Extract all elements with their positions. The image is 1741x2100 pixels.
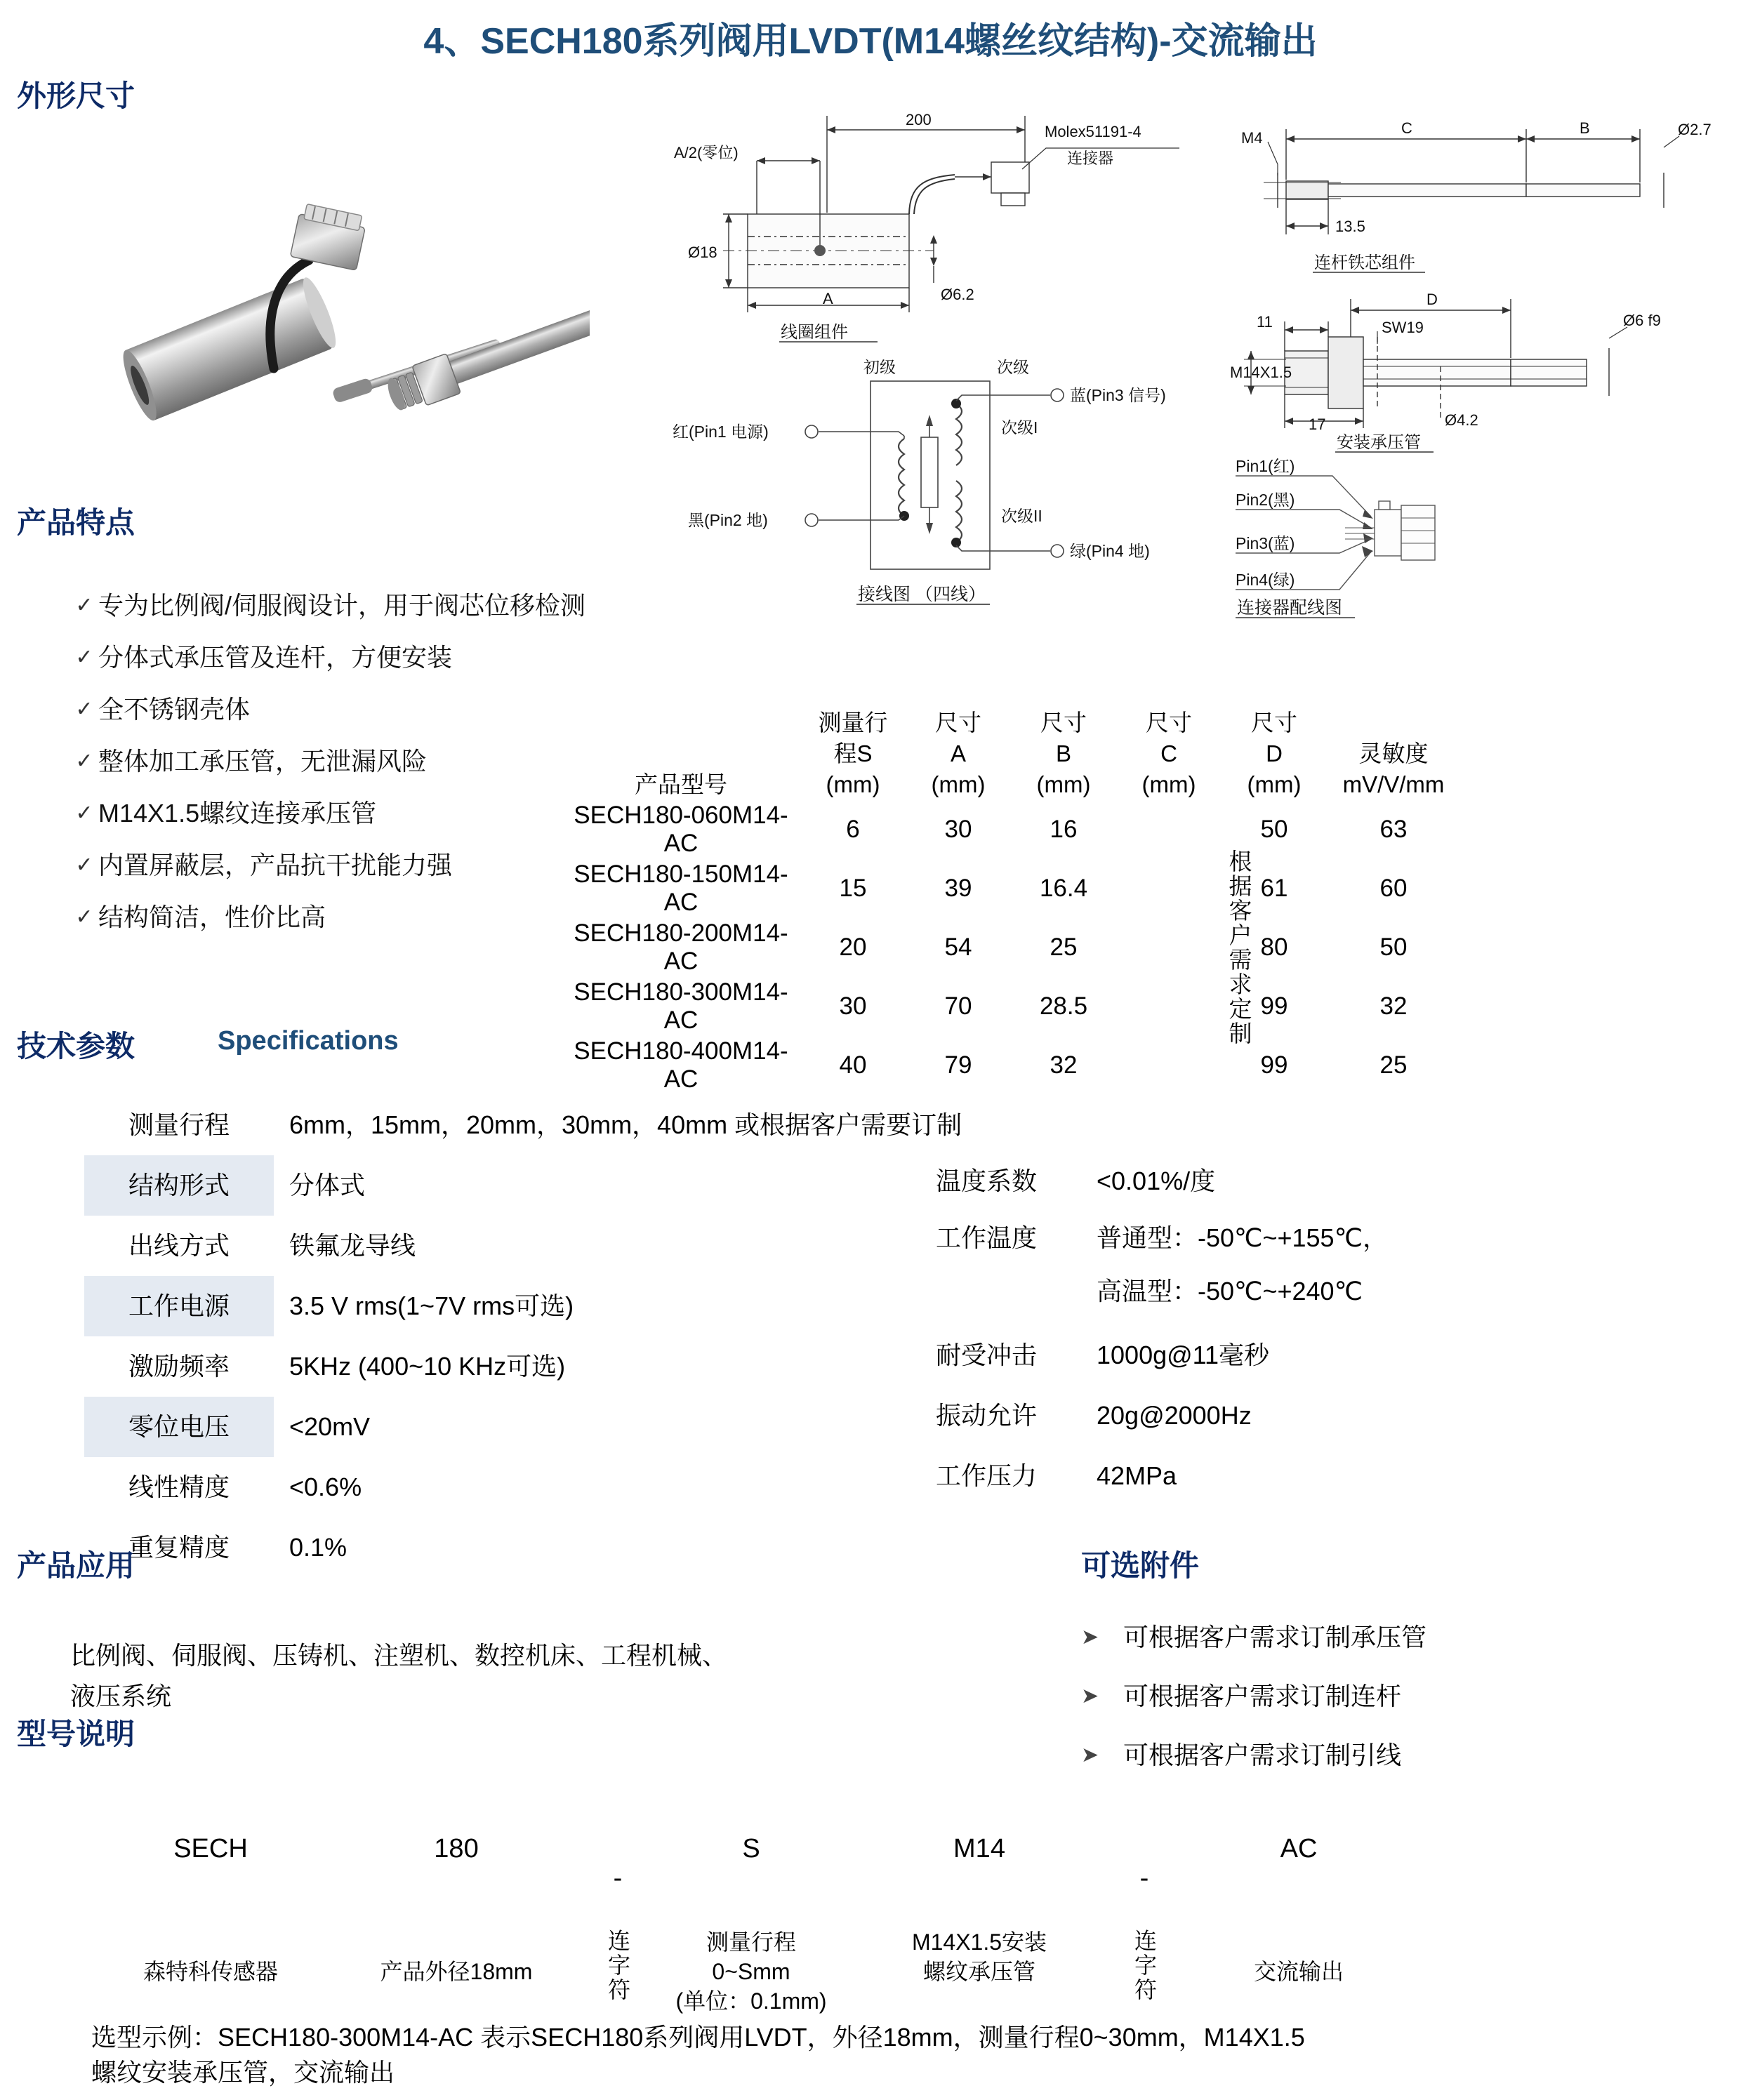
dim-11: 11: [1257, 313, 1273, 331]
list-item: [70, 849, 646, 882]
naming-code: SECH: [173, 1834, 248, 1863]
check-mark-icon: ✓: [75, 646, 93, 669]
spec-value-line2: 高温型：-50℃~+240℃: [1097, 1277, 1363, 1305]
naming-column-m14: [863, 1832, 1095, 1986]
cell-a: 54: [944, 933, 972, 961]
spec-row: [84, 1095, 962, 1155]
spec-row: [84, 1517, 913, 1578]
drawing-connector-pinout: [1227, 449, 1564, 625]
label-pin2: 黑(Pin2 地): [688, 511, 768, 529]
arrow-marker-icon: ➤: [1081, 1626, 1099, 1649]
naming-desc: M14X1.5安装: [911, 1929, 1047, 1955]
spec-value: 3.5 V rms(1~7V rms可选): [289, 1291, 574, 1320]
naming-code: AC: [1280, 1834, 1318, 1863]
model-naming-diagram: [105, 1825, 1636, 2028]
spec-label: 测量行程: [128, 1110, 230, 1139]
feature-label: 结构简洁，性价比高: [98, 903, 326, 931]
cell-stroke: 6: [846, 816, 860, 843]
model-dimension-table: [562, 695, 1601, 1095]
applications-line-1: 比例阀、伺服阀、压铸机、注塑机、数控机床、工程机械、: [70, 1641, 728, 1670]
spec-value: <0.01%/度: [1097, 1167, 1216, 1195]
section-heading-specs: 技术参数: [17, 1030, 135, 1063]
spec-value: 20g@2000Hz: [1097, 1401, 1252, 1430]
caption-tube: 安装承压管: [1337, 433, 1421, 452]
spec-value: 分体式: [289, 1171, 366, 1199]
spec-row: [892, 1385, 1699, 1446]
spec-value: 1000g@11毫秒: [1097, 1341, 1270, 1369]
naming-code: -: [1139, 1863, 1149, 1893]
list-item: [70, 590, 646, 622]
dim-m14x15: M14X1.5: [1230, 364, 1292, 381]
dim-dia27: Ø2.7: [1678, 121, 1712, 138]
section-heading-accessories: 可选附件: [1081, 1549, 1200, 1582]
cell-sensitivity: 50: [1379, 933, 1408, 961]
accessory-label: 可根据客户需求订制承压管: [1123, 1623, 1427, 1652]
naming-desc-2: 螺纹承压管: [922, 1959, 1035, 1984]
naming-desc: 连字符: [605, 1929, 630, 2002]
spec-value: 5KHz (400~10 KHz可选): [289, 1352, 566, 1381]
spec-row: [892, 1446, 1699, 1506]
page-title: 4、SECH180系列阀用LVDT(M14螺丝纹结构)-交流输出: [423, 21, 1318, 62]
naming-column-ac: [1200, 1832, 1397, 1986]
label-pin1: 红(Pin1 电源): [673, 423, 769, 441]
drawing-pressure-tube: [1230, 281, 1735, 456]
cell-model: SECH180-060M14-AC: [574, 802, 788, 857]
section-heading-specs-en: Specifications: [218, 1026, 399, 1056]
accessory-list: [1081, 1621, 1713, 1798]
dim-dia18: Ø18: [688, 244, 717, 261]
naming-desc: 连字符: [1132, 1929, 1157, 2002]
label-secondary-2: 次级II: [1001, 507, 1042, 525]
spec-value: 铁氟龙导线: [289, 1231, 416, 1260]
feature-label: 全不锈钢壳体: [98, 695, 251, 724]
naming-desc-2: 0~Smm: [712, 1959, 790, 1984]
table-row: [562, 918, 1601, 977]
label-secondary-1: 次级I: [1001, 418, 1038, 437]
spec-label: 线性精度: [128, 1473, 230, 1501]
spec-row: [84, 1457, 913, 1517]
drawing-wiring-schematic: [660, 347, 1193, 621]
spec-label: 结构形式: [84, 1155, 274, 1216]
dim-b: B: [1580, 119, 1590, 137]
spec-value: 0.1%: [289, 1533, 347, 1562]
naming-desc: 森特科传感器: [143, 1959, 278, 1984]
feature-label: 分体式承压管及连杆，方便安装: [98, 643, 453, 672]
spec-value: 普通型：-50℃~+155℃，: [1097, 1223, 1389, 1252]
feature-label: 内置屏蔽层，产品抗干扰能力强: [98, 851, 453, 879]
section-heading-dimensions: 外形尺寸: [17, 79, 135, 112]
section-heading-features: 产品特点: [17, 506, 135, 539]
spec-label: 零位电压: [84, 1397, 274, 1457]
table-row: [562, 859, 1601, 918]
list-item: [70, 901, 646, 933]
applications-text: [70, 1635, 913, 1717]
table-header-row: [562, 695, 1601, 800]
cell-stroke: 20: [839, 933, 867, 961]
dim-135: 13.5: [1335, 218, 1365, 235]
spec-label: 温度系数: [935, 1167, 1037, 1195]
spec-value: 6mm，15mm，20mm，30mm，40mm 或根据客户需要订制: [289, 1110, 962, 1139]
spec-row: [84, 1155, 913, 1216]
dim-dia42: Ø4.2: [1445, 411, 1478, 429]
naming-column-dash-1: [590, 1861, 646, 2006]
spec-row: [892, 1325, 1699, 1385]
col-header-model: 产品型号: [635, 771, 727, 797]
list-item: [70, 797, 646, 830]
list-item: [70, 693, 646, 726]
cell-b: 25: [1050, 933, 1078, 961]
drawing-coil-assembly: [674, 102, 1236, 347]
cell-sensitivity: 63: [1379, 816, 1408, 843]
cell-sensitivity: 60: [1379, 875, 1408, 902]
section-heading-naming: 型号说明: [17, 1717, 135, 1750]
feature-label: 专为比例阀/伺服阀设计，用于阀芯位移检测: [98, 591, 586, 620]
cell-model: SECH180-150M14-AC: [574, 860, 788, 916]
dim-sw19: SW19: [1382, 319, 1424, 336]
dim-m4: M4: [1241, 129, 1263, 147]
naming-column-sech: [105, 1832, 316, 1986]
spec-label: 工作电源: [84, 1276, 274, 1336]
naming-column-s: [660, 1832, 842, 2016]
spec-label: 耐受冲击: [935, 1341, 1037, 1369]
c-column-custom-note: 根据客户需求定制: [1226, 849, 1252, 1046]
spec-row: [892, 1211, 1699, 1325]
cell-b: 32: [1050, 1051, 1078, 1079]
naming-column-dash-2: [1116, 1861, 1172, 2006]
label-secondary: 次级: [997, 358, 1029, 376]
check-mark-icon: ✓: [75, 750, 93, 773]
accessory-label: 可根据客户需求订制引线: [1123, 1741, 1402, 1769]
cell-a: 39: [944, 875, 972, 902]
cell-stroke: 30: [839, 992, 867, 1020]
naming-desc: 产品外径18mm: [380, 1959, 533, 1984]
check-mark-icon: ✓: [75, 802, 93, 825]
pinout-pin1: Pin1(红): [1236, 457, 1295, 475]
arrow-marker-icon: ➤: [1081, 1684, 1099, 1708]
arrow-marker-icon: ➤: [1081, 1743, 1099, 1767]
cell-a: 79: [944, 1051, 972, 1079]
cell-b: 28.5: [1039, 992, 1088, 1020]
label-molex: Molex51191-4: [1045, 123, 1141, 140]
label-pin3: 蓝(Pin3 信号): [1070, 386, 1166, 404]
dim-200: 200: [906, 111, 932, 128]
list-item: [1081, 1621, 1713, 1654]
naming-code: -: [613, 1863, 623, 1893]
cell-d: 99: [1260, 992, 1288, 1020]
list-item: [70, 642, 646, 674]
cell-model: SECH180-400M14-AC: [574, 1037, 788, 1093]
cell-d: 61: [1260, 875, 1288, 902]
pinout-pin4: Pin4(绿): [1236, 571, 1295, 589]
cell-d: 50: [1260, 816, 1288, 843]
product-photo: [98, 137, 590, 453]
dim-c: C: [1401, 119, 1412, 137]
naming-desc: 交流输出: [1253, 1959, 1344, 1984]
spec-label: 振动允许: [935, 1401, 1037, 1430]
list-item: [1081, 1739, 1713, 1772]
cell-stroke: 15: [839, 875, 867, 902]
caption-connector: 连接器配线图: [1237, 598, 1343, 618]
example-line-2: 螺纹安装承压管，交流输出: [91, 2058, 395, 2087]
dim-half-a: A/2(零位): [674, 144, 739, 161]
spec-row: [84, 1336, 913, 1397]
check-mark-icon: ✓: [75, 853, 93, 877]
naming-code: 180: [434, 1834, 479, 1863]
col-header-dim-a: 尺寸 A (mm): [931, 710, 986, 797]
naming-desc: 测量行程: [706, 1929, 796, 1955]
caption-core: 连杆铁芯组件: [1314, 253, 1415, 272]
selection-example: [91, 2020, 1678, 2090]
cell-sensitivity: 25: [1379, 1051, 1408, 1079]
cell-a: 30: [944, 816, 972, 843]
label-primary: 初级: [863, 358, 896, 376]
check-mark-icon: ✓: [75, 905, 93, 929]
caption-coil: 线圈组件: [781, 323, 848, 342]
spec-label: 工作温度: [935, 1223, 1037, 1252]
pinout-pin3: Pin3(蓝): [1236, 534, 1295, 552]
spec-label: 激励频率: [128, 1352, 230, 1381]
cell-sensitivity: 32: [1379, 992, 1408, 1020]
list-item: [70, 745, 646, 778]
drawing-core-rod: [1236, 105, 1727, 288]
example-line-1: 选型示例：SECH180-300M14-AC 表示SECH180系列阀用LVDT，外径18mm，测量行程0~30mm，M14X1.5: [91, 2023, 1305, 2052]
table-row: [562, 800, 1601, 859]
cell-stroke: 40: [839, 1051, 867, 1079]
cell-b: 16.4: [1039, 875, 1088, 902]
naming-column-180: [344, 1832, 569, 1986]
col-header-dim-b: 尺寸 B (mm): [1036, 710, 1091, 797]
spec-value: <20mV: [289, 1412, 371, 1441]
cell-model: SECH180-300M14-AC: [574, 978, 788, 1034]
pinout-pin2: Pin2(黑): [1236, 491, 1295, 509]
spec-value: <0.6%: [289, 1473, 362, 1501]
dim-dia62: Ø6.2: [941, 286, 974, 303]
col-header-sensitivity: 灵敏度 mV/V/mm: [1342, 740, 1445, 797]
naming-desc-3: (单位：0.1mm): [675, 1988, 827, 2014]
spec-value: 42MPa: [1097, 1461, 1177, 1490]
spec-row: [84, 1216, 913, 1276]
list-item: [1081, 1680, 1713, 1713]
spec-row: [84, 1397, 913, 1457]
dim-d: D: [1426, 291, 1438, 308]
feature-label: M14X1.5螺纹连接承压管: [98, 799, 377, 828]
cell-model: SECH180-200M14-AC: [574, 919, 788, 975]
cell-d: 99: [1260, 1051, 1288, 1079]
spec-label: 出线方式: [128, 1231, 230, 1260]
spec-row: [892, 1151, 1699, 1211]
accessory-label: 可根据客户需求订制连杆: [1123, 1682, 1402, 1710]
spec-label: 重复精度: [128, 1533, 230, 1562]
check-mark-icon: ✓: [75, 594, 93, 617]
section-heading-applications: 产品应用: [17, 1549, 135, 1582]
spec-table-right: [892, 1151, 1699, 1506]
col-header-dim-c: 尺寸 C (mm): [1141, 710, 1196, 797]
label-pin4: 绿(Pin4 地): [1070, 542, 1150, 560]
cell-a: 70: [944, 992, 972, 1020]
dim-dia6f9: Ø6 f9: [1623, 312, 1661, 329]
spec-table-left: [84, 1095, 962, 1578]
check-mark-icon: ✓: [75, 698, 93, 721]
col-header-dim-d: 尺寸 D (mm): [1247, 710, 1302, 797]
applications-line-2: 液压系统: [70, 1682, 172, 1710]
cell-d: 80: [1260, 933, 1288, 961]
spec-row: [84, 1276, 913, 1336]
caption-wiring: 接线图 （四线）: [858, 585, 986, 604]
table-row: [562, 1036, 1601, 1095]
dim-a: A: [823, 290, 833, 307]
cell-b: 16: [1050, 816, 1078, 843]
col-header-stroke: 测量行 程S (mm): [818, 710, 888, 797]
label-connector: 连接器: [1067, 149, 1114, 167]
dim-17: 17: [1309, 416, 1326, 433]
spec-label: 工作压力: [935, 1461, 1037, 1490]
feature-list: [70, 590, 646, 953]
table-row: [562, 977, 1601, 1036]
naming-code: M14: [953, 1834, 1005, 1863]
feature-label: 整体加工承压管，无泄漏风险: [98, 747, 428, 776]
naming-code: S: [742, 1834, 760, 1863]
